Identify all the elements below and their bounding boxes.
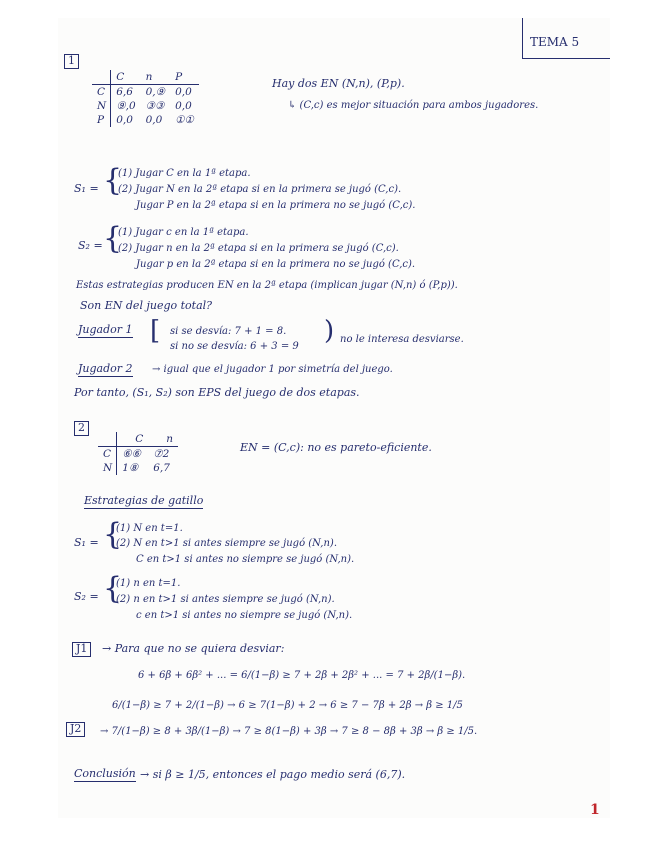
q2-s1-brace: { <box>103 517 123 552</box>
j2-box: J2 <box>66 722 85 737</box>
q2-en-note: EN = (C,c): no es pareto-eficiente. <box>240 441 432 454</box>
matrix-header-row <box>92 70 199 85</box>
matrix-col-header: n <box>148 432 178 447</box>
s1-label: S₁ = <box>74 182 99 195</box>
jugador-1-bracket: [ <box>150 316 161 346</box>
q2-s1-label: S₁ = <box>74 536 99 549</box>
son-en-question: Son EN del juego total? <box>80 299 213 312</box>
matrix-row-header: P <box>92 113 111 127</box>
por-tanto: Por tanto, (S₁, S₂) son EPS del juego de dos etapas. <box>74 386 360 399</box>
question-2-number: 2 <box>74 421 89 436</box>
s2-line: (1) Jugar c en la 1ª etapa. <box>118 227 249 238</box>
matrix-cell: 0,⑨ <box>145 86 166 98</box>
matrix-cell: ⑥⑥ <box>122 448 142 460</box>
matrix-col-header: P <box>170 70 199 85</box>
matrix-cell: ①① <box>175 114 194 126</box>
j1-text: → Para que no se quiera desviar: <box>102 642 285 655</box>
q2-s2-line: (1) n en t=1. <box>116 578 181 589</box>
matrix-row <box>92 85 199 100</box>
q2-s2-brace: { <box>103 571 123 606</box>
q2-s1-line: (1) N en t=1. <box>116 523 183 534</box>
matrix-cell: 1⑧ <box>122 462 139 474</box>
header-divider <box>522 18 523 58</box>
matrix-header-row <box>98 432 178 447</box>
hay-dos-en-note: ↳ (C,c) es mejor situación para ambos jugadores. <box>288 100 539 111</box>
matrix-row <box>98 447 178 462</box>
jugador-2-text: → igual que el jugador 1 por simetría del juego. <box>152 364 393 375</box>
matrix-row <box>92 113 199 127</box>
payoff-matrix-2 <box>98 432 178 475</box>
notebook-page <box>58 18 610 818</box>
estas-estrategias: Estas estrategias producen EN en la 2ª etapa (implican jugar (N,n) ó (P,p)). <box>76 280 458 291</box>
tema-label: TEMA 5 <box>530 35 580 49</box>
page-mark: 1 <box>590 802 600 818</box>
q2-s2-line: c en t>1 si antes no siempre se jugó (N,n). <box>136 610 353 621</box>
jugador-1-close-paren: ) <box>324 316 335 346</box>
conclusion-text: → si β ≥ 1/5, entonces el pago medio será (6,7). <box>140 768 406 781</box>
jugador-1-conclusion: no le interesa desviarse. <box>340 334 464 345</box>
q2-s1-line: C en t>1 si antes no siempre se jugó (N,n). <box>136 554 355 565</box>
s2-line: Jugar p en la 2ª etapa si en la primera no se jugó (C,c). <box>136 259 416 270</box>
estrategias-gatillo: Estrategias de gatillo <box>84 494 204 507</box>
j1-box: J1 <box>72 642 91 657</box>
matrix-cell: 0,0 <box>145 114 163 126</box>
jugador-1-no-desvia: si no se desvía: 6 + 3 = 9 <box>170 341 299 352</box>
s2-label: S₂ = <box>78 239 103 252</box>
matrix-row-header: C <box>98 447 117 462</box>
matrix-cell: 6,6 <box>116 86 133 98</box>
matrix-col-header: n <box>141 70 170 85</box>
header-rule <box>522 58 610 59</box>
matrix-cell: 6,7 <box>153 462 170 474</box>
matrix-row-header: N <box>92 99 111 113</box>
matrix-row <box>98 461 178 475</box>
s1-brace: { <box>103 163 123 198</box>
j2-equation: → 7/(1−β) ≥ 8 + 3β/(1−β) → 7 ≥ 8(1−β) + 3β → 7 ≥ 8 − 8β + 3β → β ≥ 1/5. <box>100 726 478 737</box>
conclusion-label: Conclusión <box>74 767 136 780</box>
q2-s2-line: (2) n en t>1 si antes siempre se jugó (N,n). <box>116 594 335 605</box>
j1-equation-1: 6 + 6β + 6β² + ... = 6/(1−β) ≥ 7 + 2β + 2β² + ... = 7 + 2β/(1−β). <box>138 670 466 681</box>
s1-line: Jugar P en la 2ª etapa si en la primera no se jugó (C,c). <box>136 200 416 211</box>
s2-line: (2) Jugar n en la 2ª etapa si en la primera se jugó (C,c). <box>118 243 399 254</box>
question-1-number: 1 <box>64 54 79 69</box>
s1-line: (1) Jugar C en la 1ª etapa. <box>118 168 251 179</box>
matrix-cell: 0,0 <box>175 86 192 98</box>
s2-brace: { <box>103 221 123 256</box>
matrix-cell: ⑨,0 <box>116 100 136 112</box>
matrix-col-header: C <box>117 432 149 447</box>
matrix-cell: ⑦2 <box>153 448 170 460</box>
hay-dos-en: Hay dos EN (N,n), (P,p). <box>272 77 405 90</box>
matrix-col-header: C <box>111 70 141 85</box>
jugador-1-label: Jugador 1 <box>78 323 133 336</box>
matrix-cell: ③③ <box>145 100 165 112</box>
matrix-row-header: C <box>92 85 111 100</box>
payoff-matrix-1 <box>92 70 199 127</box>
matrix-row-header: N <box>98 461 117 475</box>
s1-line: (2) Jugar N en la 2ª etapa si en la primera se jugó (C,c). <box>118 184 402 195</box>
q2-s2-label: S₂ = <box>74 590 99 603</box>
matrix-cell: 0,0 <box>116 114 133 126</box>
jugador-1-desvia: si se desvía: 7 + 1 = 8. <box>170 326 287 337</box>
matrix-cell: 0,0 <box>175 100 192 112</box>
jugador-2-label: Jugador 2 <box>78 362 133 375</box>
matrix-row <box>92 99 199 113</box>
j1-equation-2: 6/(1−β) ≥ 7 + 2/(1−β) → 6 ≥ 7(1−β) + 2 → 6 ≥ 7 − 7β + 2β → β ≥ 1/5 <box>112 700 463 711</box>
q2-s1-line: (2) N en t>1 si antes siempre se jugó (N,n). <box>116 538 337 549</box>
